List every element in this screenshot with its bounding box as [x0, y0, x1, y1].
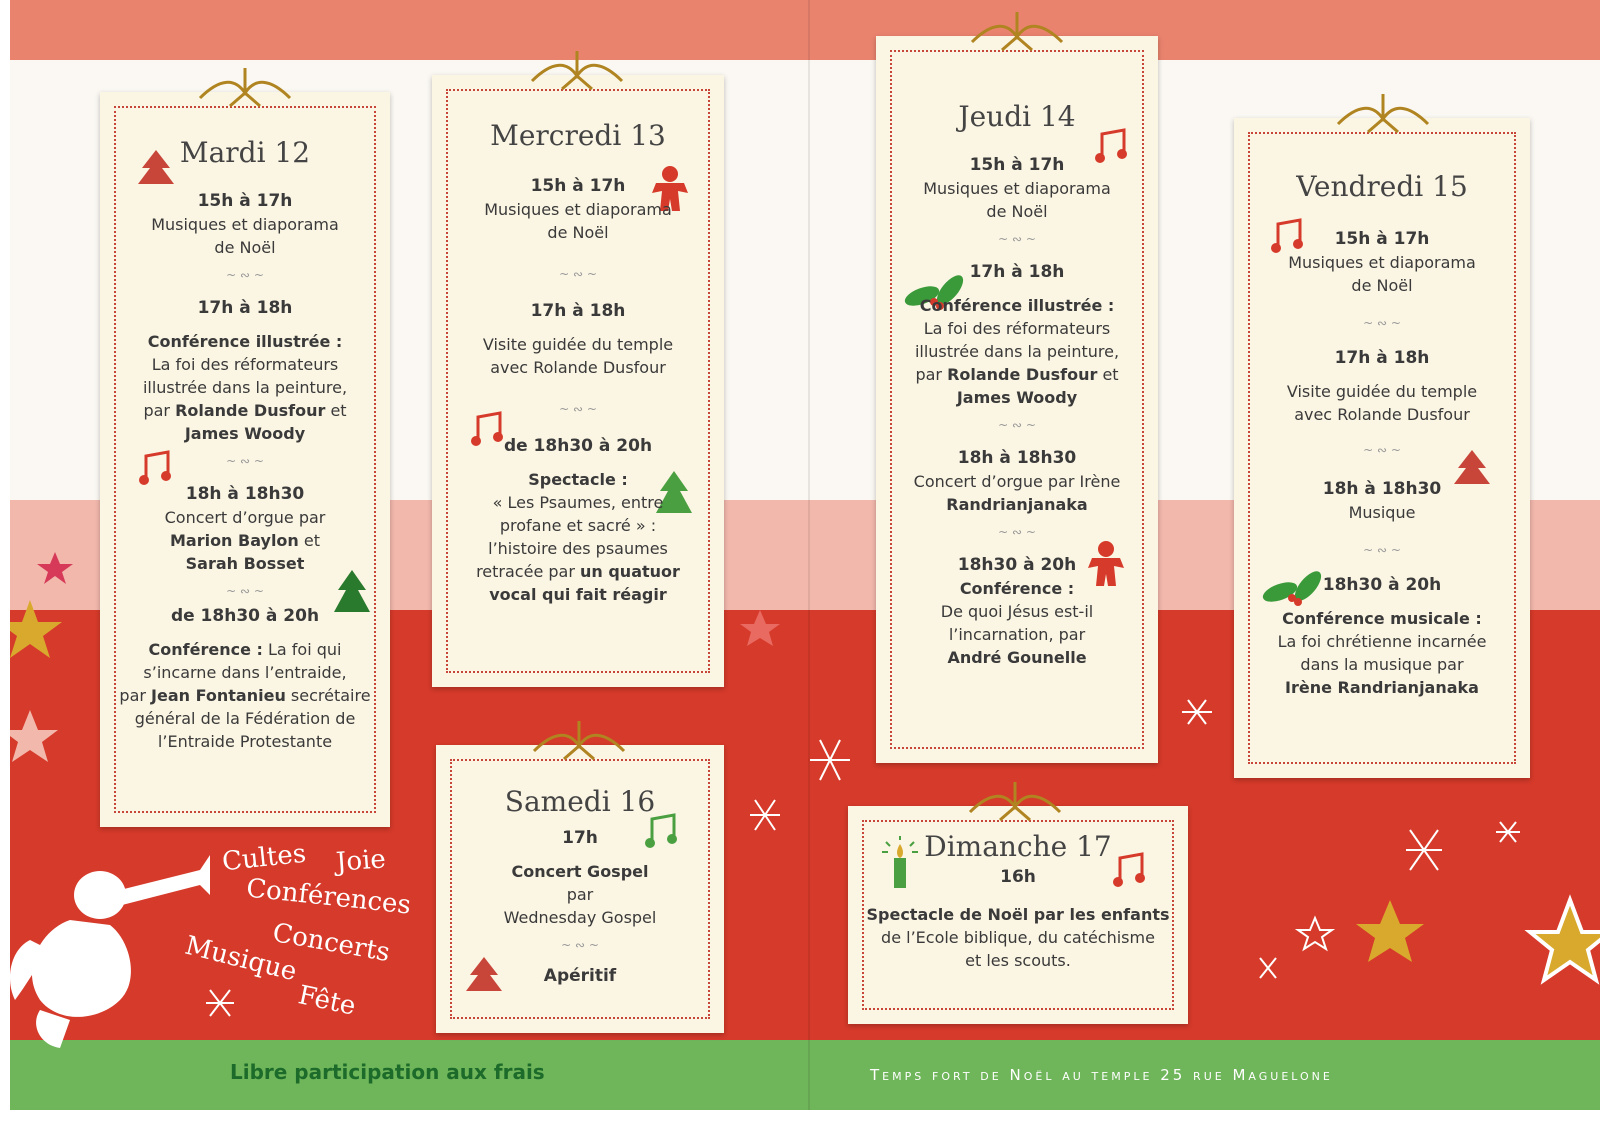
card-content — [100, 136, 390, 753]
event-line: s’incarne dans l’entraide, — [143, 663, 347, 682]
day-title: Mercredi 13 — [490, 119, 666, 152]
event-line: dans la musique par — [1300, 655, 1464, 674]
time-label: 17h à 18h — [530, 301, 626, 321]
event-line: général de la Fédération de — [134, 709, 356, 728]
event-line: Irène Randrianjanaka — [1285, 678, 1479, 697]
time-label: 15h à 17h — [197, 191, 293, 211]
tag-cultes: Cultes — [220, 838, 308, 878]
event-line: Randrianjanaka — [946, 495, 1088, 514]
event-line: Visite guidée du temple — [482, 335, 674, 354]
event-line: l’histoire des psaumes — [488, 539, 668, 558]
event-line: Musique — [1348, 503, 1416, 522]
event-line: par Rolande Dusfour et — [143, 401, 347, 420]
event-line: Spectacle : — [528, 470, 628, 489]
card-content — [436, 785, 724, 988]
separator-ornament: ~ ∾ ~ — [998, 418, 1036, 432]
event-line: de l’Ecole biblique, du catéchisme — [881, 928, 1155, 947]
time-label: 17h à 18h — [1334, 348, 1430, 368]
pale-star-icon — [10, 710, 58, 762]
event-line: Conférence : — [959, 579, 1075, 598]
card-mardi — [100, 92, 390, 827]
pale-star-icon — [740, 610, 780, 646]
time-label: 16h — [1000, 867, 1036, 887]
event-line: Concert d’orgue par — [164, 508, 326, 527]
time-label: 17h — [562, 828, 598, 848]
event-line: par Rolande Dusfour et — [915, 365, 1119, 384]
separator-ornament: ~ ∾ ~ — [226, 584, 264, 598]
tag-fete: Fête — [295, 980, 359, 1022]
time-label: de 18h30 à 20h — [503, 436, 653, 456]
event-line: et les scouts. — [965, 951, 1071, 970]
time-label: 18h30 à 20h — [957, 555, 1077, 575]
event-line: de Noël — [1351, 276, 1413, 295]
page-edge — [0, 0, 10, 1132]
time-label: 17h à 18h — [969, 262, 1065, 282]
separator-ornament: ~ ∾ ~ — [226, 454, 264, 468]
event-line: James Woody — [956, 388, 1078, 407]
participation-note: Libre participation aux frais — [230, 1060, 545, 1084]
separator-ornament: ~ ∾ ~ — [998, 525, 1036, 539]
day-title: Jeudi 14 — [958, 100, 1076, 133]
event-line: Musiques et diaporama — [151, 215, 339, 234]
day-title: Mardi 12 — [179, 136, 311, 169]
white-star-icon — [1298, 918, 1332, 949]
card-dimanche — [848, 806, 1188, 1024]
page-edge-bottom — [0, 1110, 1600, 1132]
event-line: Musiques et diaporama — [484, 200, 672, 219]
separator-ornament: ~ ∾ ~ — [561, 938, 599, 952]
event-line: Musiques et diaporama — [923, 179, 1111, 198]
event-line: profane et sacré » : — [499, 516, 657, 535]
event-line: Visite guidée du temple — [1286, 382, 1478, 401]
tag-conferences: Conférences — [244, 873, 413, 921]
event-line: « Les Psaumes, entre — [492, 493, 664, 512]
event-line: l’incarnation, par — [948, 625, 1086, 644]
time-label: 15h à 17h — [1334, 229, 1430, 249]
event-line: vocal qui fait réagir — [489, 585, 667, 604]
time-label: 18h à 18h30 — [185, 484, 305, 504]
event-line: Concert d’orgue par Irène — [913, 472, 1121, 491]
separator-ornament: ~ ∾ ~ — [559, 267, 597, 281]
separator-ornament: ~ ∾ ~ — [1363, 443, 1401, 457]
venue-footer: Temps fort de Noël au temple 25 rue Maguelone — [870, 1066, 1333, 1084]
separator-ornament: ~ ∾ ~ — [998, 232, 1036, 246]
event-line: Wednesday Gospel — [503, 908, 657, 927]
gold-star-icon — [10, 600, 62, 658]
time-label: 17h à 18h — [197, 298, 293, 318]
event-line: Conférence illustrée : — [919, 296, 1115, 315]
event-line: avec Rolande Dusfour — [490, 358, 666, 377]
day-title: Dimanche 17 — [924, 830, 1112, 863]
event-line: Conférence musicale : — [1282, 609, 1482, 628]
event-line: de Noël — [214, 238, 276, 257]
event-line: de Noël — [986, 202, 1048, 221]
event-line: Conférence illustrée : — [147, 332, 343, 351]
event-line: par Jean Fontanieu secrétaire — [119, 686, 371, 705]
card-vendredi — [1234, 118, 1530, 778]
bow-icon — [190, 68, 300, 108]
card-content — [1234, 170, 1530, 699]
event-line: James Woody — [184, 424, 306, 443]
gold-star-icon — [1530, 900, 1600, 980]
tag-joie: Joie — [335, 844, 387, 878]
event-line: avec Rolande Dusfour — [1294, 405, 1470, 424]
pink-star-icon — [37, 552, 73, 584]
event-line: Apéritif — [543, 966, 617, 986]
bow-icon — [962, 12, 1072, 52]
event-line: Musiques et diaporama — [1288, 253, 1476, 272]
time-label: de 18h30 à 20h — [170, 606, 320, 626]
separator-ornament: ~ ∾ ~ — [1363, 316, 1401, 330]
event-line: La foi des réformateurs — [923, 319, 1111, 338]
event-line: La foi des réformateurs — [151, 355, 339, 374]
day-title: Vendredi 15 — [1296, 170, 1468, 203]
tag-concerts: Concerts — [270, 917, 393, 969]
card-content — [432, 119, 724, 606]
bow-icon — [1328, 94, 1438, 134]
card-mercredi — [432, 75, 724, 687]
time-label: 18h à 18h30 — [957, 448, 1077, 468]
gold-star-icon — [1356, 900, 1424, 962]
card-content — [876, 100, 1158, 669]
time-label: 18h à 18h30 — [1322, 479, 1442, 499]
event-line: Marion Baylon et — [169, 531, 321, 550]
time-label: 15h à 17h — [530, 176, 626, 196]
bow-icon — [522, 51, 632, 91]
time-label: 15h à 17h — [969, 155, 1065, 175]
event-line: illustrée dans la peinture, — [914, 342, 1120, 361]
event-line: Conférence : La foi qui — [148, 640, 342, 659]
card-content — [848, 830, 1188, 972]
separator-ornament: ~ ∾ ~ — [226, 268, 264, 282]
event-line: Sarah Bosset — [185, 554, 305, 573]
event-line: De quoi Jésus est-il — [940, 602, 1094, 621]
separator-ornament: ~ ∾ ~ — [1363, 543, 1401, 557]
event-line: illustrée dans la peinture, — [142, 378, 348, 397]
event-line: André Gounelle — [947, 648, 1087, 667]
event-line: de Noël — [547, 223, 609, 242]
event-line: Spectacle de Noël par les enfants — [866, 905, 1170, 924]
card-jeudi — [876, 36, 1158, 763]
day-title: Samedi 16 — [504, 785, 656, 818]
bow-icon — [960, 782, 1070, 822]
event-line: La foi chrétienne incarnée — [1277, 632, 1487, 651]
event-line: Concert Gospel — [511, 862, 649, 881]
event-line: l’Entraide Protestante — [157, 732, 333, 751]
time-label: 18h30 à 20h — [1322, 575, 1442, 595]
event-line: par — [566, 885, 594, 904]
card-samedi — [436, 745, 724, 1033]
event-line: retracée par un quatuor — [476, 562, 680, 581]
separator-ornament: ~ ∾ ~ — [559, 402, 597, 416]
tag-musique: Musique — [182, 930, 300, 988]
bow-icon — [524, 721, 634, 761]
